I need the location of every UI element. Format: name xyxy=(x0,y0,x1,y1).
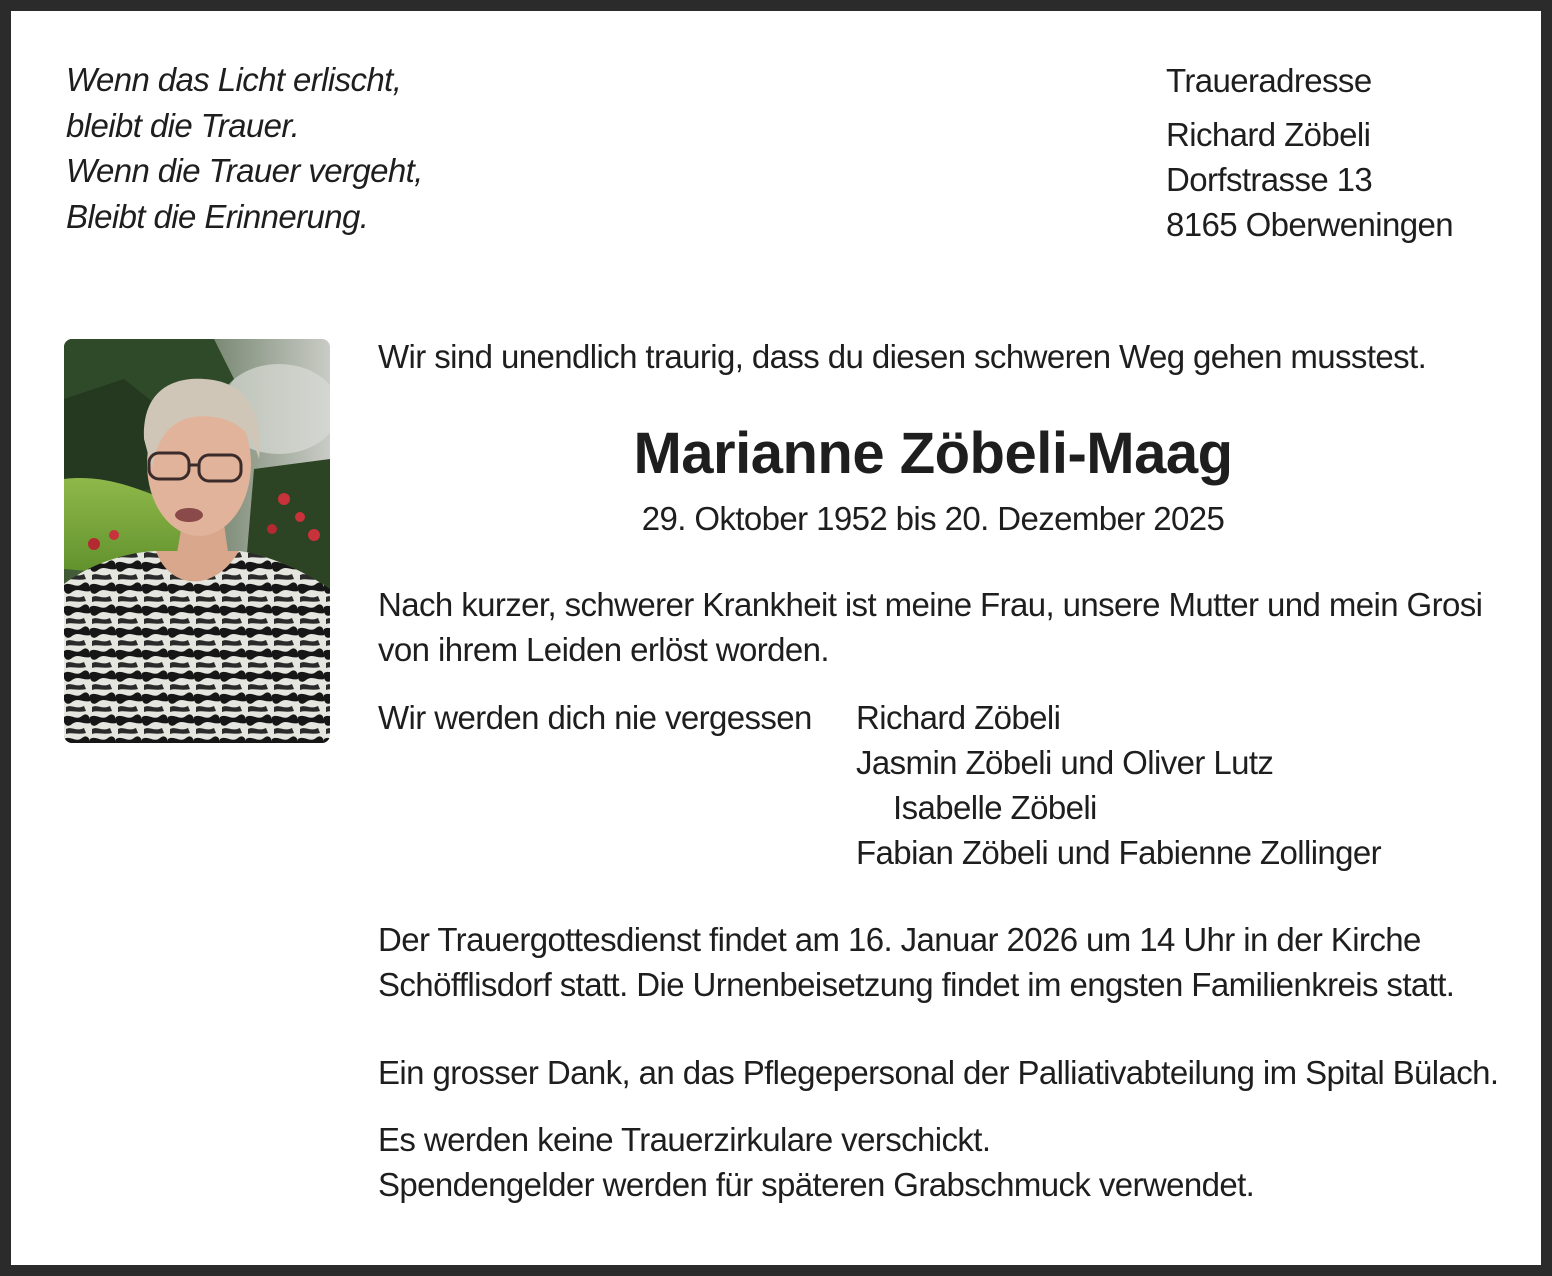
deceased-name: Marianne Zöbeli-Maag xyxy=(633,421,1233,486)
intro-text: Wir sind unendlich traurig, dass du diesen schweren Weg gehen musstest. xyxy=(378,338,1427,375)
announcement-line: Nach kurzer, schwerer Krankheit ist meine Frau, unsere Mutter und mein Grosi xyxy=(378,586,1483,623)
address-line: Dorfstrasse 13 xyxy=(1166,161,1373,198)
family-member: Isabelle Zöbeli xyxy=(893,789,1097,826)
poem xyxy=(66,57,423,239)
poem-line: Bleibt die Erinnerung. xyxy=(66,197,369,235)
family-member: Jasmin Zöbeli und Oliver Lutz xyxy=(856,744,1274,781)
announcement-text xyxy=(378,582,1482,672)
poem-line: Wenn das Licht erlischt, xyxy=(66,61,402,98)
thanks-text: Ein grosser Dank, an das Pflegepersonal der Palliativabteilung im Spital Bülach. xyxy=(378,1054,1499,1091)
family-member: Richard Zöbeli xyxy=(856,699,1061,736)
poem-line: Wenn die Trauer vergeht, xyxy=(66,152,423,189)
notes-line: Es werden keine Trauerzirkulare verschickt. xyxy=(378,1121,991,1158)
mourning-address-heading: Traueradresse xyxy=(1166,62,1372,99)
announcement-line: von ihrem Leiden erlöst worden. xyxy=(378,631,829,668)
poem-line: bleibt die Trauer. xyxy=(66,106,300,144)
service-line: Schöfflisdorf statt. Die Urnenbeisetzung findet im engsten Familienkreis statt. xyxy=(378,966,1455,1003)
life-dates: 29. Oktober 1952 bis 20. Dezember 2025 xyxy=(641,500,1225,537)
family-member: Fabian Zöbeli und Fabienne Zollinger xyxy=(856,834,1382,871)
service-text xyxy=(378,917,1454,1007)
service-line: Der Trauergottesdienst findet am 16. Januar 2026 um 14 Uhr in der Kirche xyxy=(378,921,1421,958)
portrait-photo xyxy=(64,339,330,743)
notes-line: Spendengelder werden für späteren Grabschmuck verwendet. xyxy=(378,1166,1255,1203)
address-line: Richard Zöbeli xyxy=(1166,116,1371,153)
farewell-text: Wir werden dich nie vergessen xyxy=(378,699,812,736)
notes-text xyxy=(378,1117,1254,1207)
mourning-address xyxy=(1166,112,1453,247)
address-line: 8165 Oberweningen xyxy=(1166,206,1454,243)
family-list xyxy=(856,695,1381,875)
